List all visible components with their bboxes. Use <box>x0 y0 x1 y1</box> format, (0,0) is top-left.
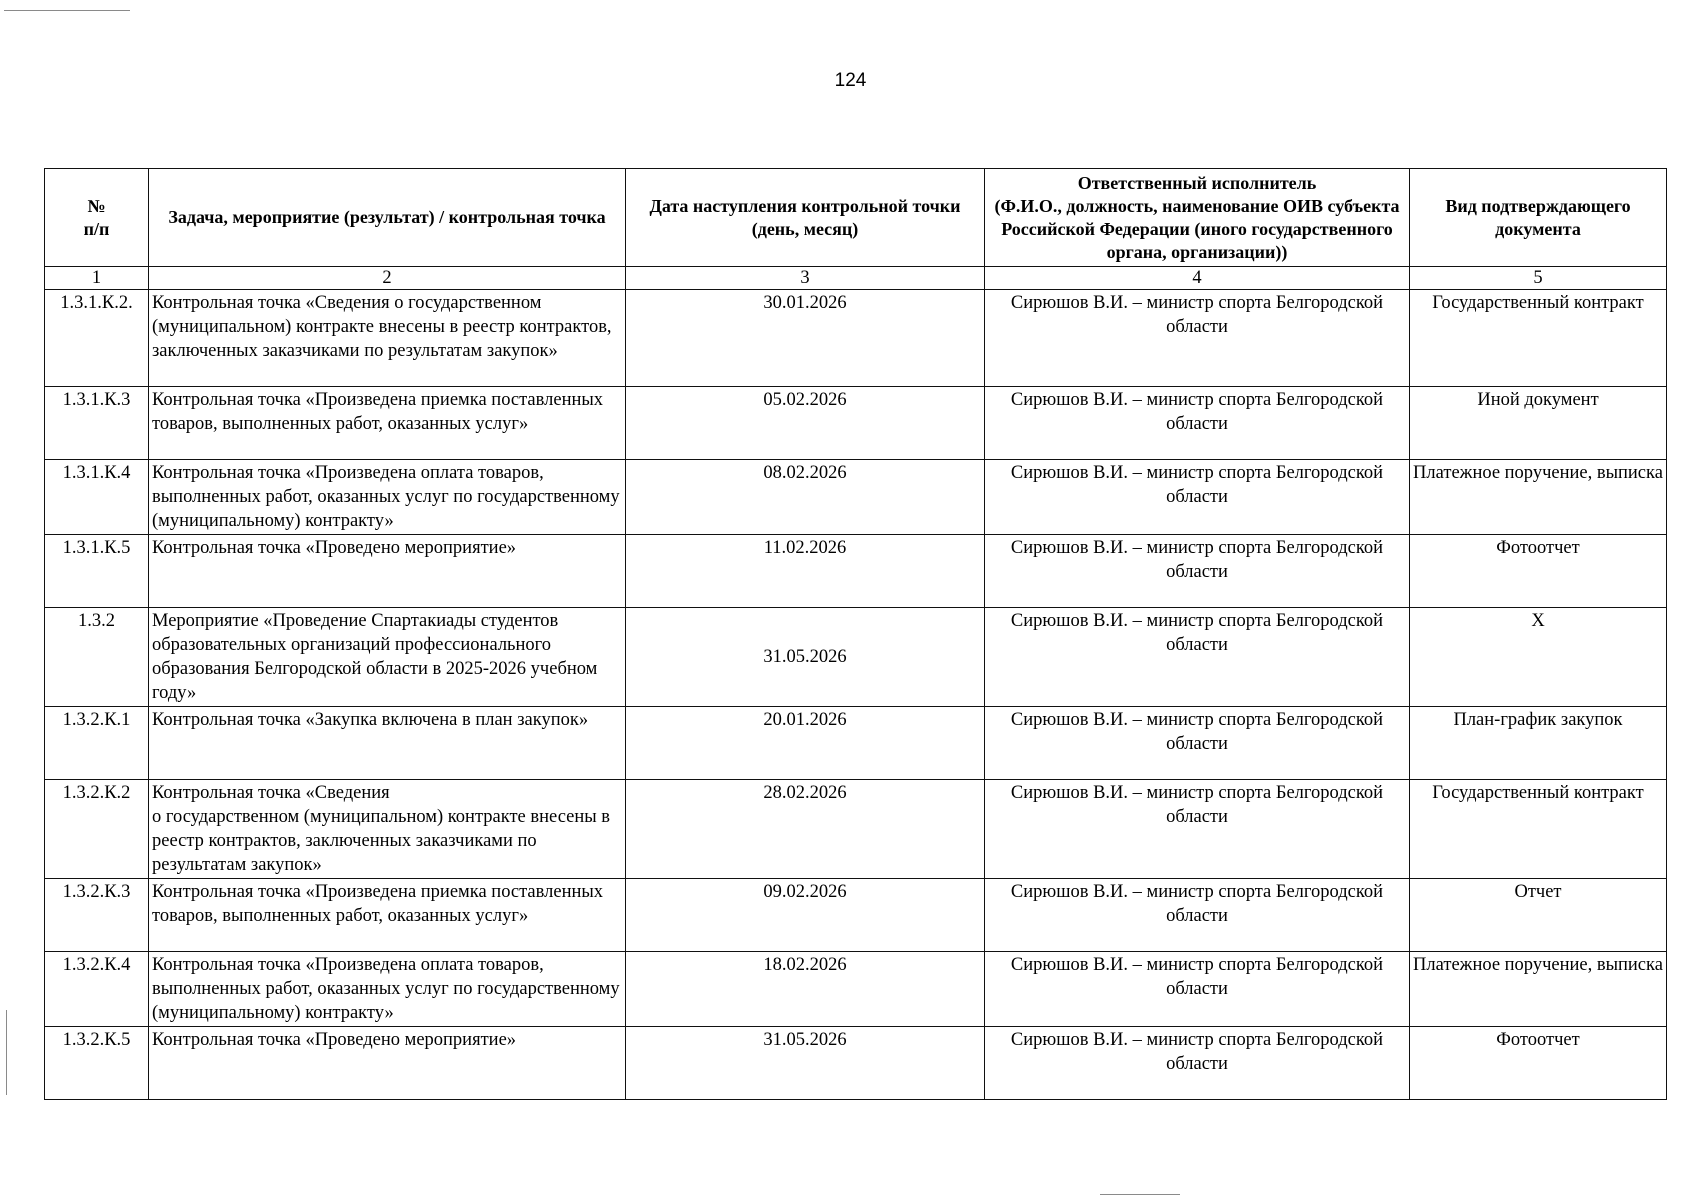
table-row <box>45 879 1667 952</box>
row-date: 08.02.2026 <box>626 460 985 535</box>
column-number-row <box>45 267 1667 290</box>
column-number: 3 <box>626 267 985 290</box>
row-date: 31.05.2026 <box>626 1027 985 1100</box>
scan-artifact-line <box>6 1010 7 1095</box>
row-task: Контрольная точка «Произведена оплата товаров, выполненных работ, оказанных услуг по государственному (муниципальному) контракту» <box>149 952 626 1027</box>
row-document: Фотоотчет <box>1410 1027 1667 1100</box>
row-number: 1.3.1.К.2. <box>45 290 149 387</box>
row-task: Контрольная точка «Произведена приемка поставленных товаров, выполненных работ, оказанных услуг» <box>149 879 626 952</box>
row-responsible: Сирюшов В.И. – министр спорта Белгородской области <box>985 1027 1410 1100</box>
column-number: 5 <box>1410 267 1667 290</box>
row-document: План-график закупок <box>1410 707 1667 780</box>
table-row <box>45 952 1667 1027</box>
page-number: 124 <box>834 70 867 91</box>
header-num: № п/п <box>45 169 149 267</box>
row-task: Контрольная точка «Произведена оплата товаров, выполненных работ, оказанных услуг по государственному (муниципальному) контракту» <box>149 460 626 535</box>
row-document: Фотоотчет <box>1410 535 1667 608</box>
row-task: Контрольная точка «Проведено мероприятие» <box>149 535 626 608</box>
row-task: Мероприятие «Проведение Спартакиады студентов образовательных организаций профессионального образования Белгородской области в 2025-2026 учебном году» <box>149 608 626 707</box>
table-row <box>45 387 1667 460</box>
table-row <box>45 460 1667 535</box>
row-number: 1.3.2.К.2 <box>45 780 149 879</box>
row-document: Платежное поручение, выписка <box>1410 460 1667 535</box>
row-responsible: Сирюшов В.И. – министр спорта Белгородской области <box>985 387 1410 460</box>
row-task: Контрольная точка «Проведено мероприятие» <box>149 1027 626 1100</box>
table-row <box>45 608 1667 707</box>
header-date: Дата наступления контрольной точки (день, месяц) <box>626 169 985 267</box>
header-document: Вид подтверждающего документа <box>1410 169 1667 267</box>
row-number: 1.3.2.К.4 <box>45 952 149 1027</box>
row-document: Платежное поручение, выписка <box>1410 952 1667 1027</box>
row-date: 30.01.2026 <box>626 290 985 387</box>
row-date: 31.05.2026 <box>626 608 985 707</box>
table-row <box>45 535 1667 608</box>
row-responsible: Сирюшов В.И. – министр спорта Белгородской области <box>985 608 1410 707</box>
row-responsible: Сирюшов В.И. – министр спорта Белгородской области <box>985 707 1410 780</box>
row-responsible: Сирюшов В.И. – министр спорта Белгородской области <box>985 879 1410 952</box>
table-row <box>45 1027 1667 1100</box>
scan-artifact-line <box>1100 1194 1180 1195</box>
row-date: 18.02.2026 <box>626 952 985 1027</box>
row-number: 1.3.1.К.5 <box>45 535 149 608</box>
row-number: 1.3.1.К.4 <box>45 460 149 535</box>
header-responsible: Ответственный исполнитель (Ф.И.О., должность, наименование ОИВ субъекта Российской Федерации (иного государственного органа, организации)) <box>985 169 1410 267</box>
table-row <box>45 707 1667 780</box>
column-number: 1 <box>45 267 149 290</box>
row-task: Контрольная точка «Закупка включена в план закупок» <box>149 707 626 780</box>
row-document: Отчет <box>1410 879 1667 952</box>
row-number: 1.3.2.К.1 <box>45 707 149 780</box>
row-number: 1.3.2.К.5 <box>45 1027 149 1100</box>
row-responsible: Сирюшов В.И. – министр спорта Белгородской области <box>985 535 1410 608</box>
row-task: Контрольная точка «Произведена приемка поставленных товаров, выполненных работ, оказанных услуг» <box>149 387 626 460</box>
row-responsible: Сирюшов В.И. – министр спорта Белгородской области <box>985 780 1410 879</box>
table-row <box>45 290 1667 387</box>
row-task: Контрольная точка «Сведения о государственном (муниципальном) контракте внесены в реестр контрактов, заключенных заказчиками по результатам закупок» <box>149 780 626 879</box>
row-task: Контрольная точка «Сведения о государственном (муниципальном) контракте внесены в реестр контрактов, заключенных заказчиками по результатам закупок» <box>149 290 626 387</box>
row-date: 09.02.2026 <box>626 879 985 952</box>
row-number: 1.3.2.К.3 <box>45 879 149 952</box>
row-document: Государственный контракт <box>1410 780 1667 879</box>
row-document: Х <box>1410 608 1667 707</box>
row-date: 11.02.2026 <box>626 535 985 608</box>
row-date: 05.02.2026 <box>626 387 985 460</box>
header-task: Задача, мероприятие (результат) / контрольная точка <box>149 169 626 267</box>
control-points-table <box>44 168 1667 1100</box>
row-responsible: Сирюшов В.И. – министр спорта Белгородской области <box>985 952 1410 1027</box>
scan-artifact-line <box>4 10 130 11</box>
row-date: 20.01.2026 <box>626 707 985 780</box>
row-document: Иной документ <box>1410 387 1667 460</box>
row-number: 1.3.1.К.3 <box>45 387 149 460</box>
row-date: 28.02.2026 <box>626 780 985 879</box>
row-document: Государственный контракт <box>1410 290 1667 387</box>
row-responsible: Сирюшов В.И. – министр спорта Белгородской области <box>985 290 1410 387</box>
column-number: 2 <box>149 267 626 290</box>
table-row <box>45 780 1667 879</box>
column-number: 4 <box>985 267 1410 290</box>
row-number: 1.3.2 <box>45 608 149 707</box>
table-header-row <box>45 169 1667 267</box>
row-responsible: Сирюшов В.И. – министр спорта Белгородской области <box>985 460 1410 535</box>
